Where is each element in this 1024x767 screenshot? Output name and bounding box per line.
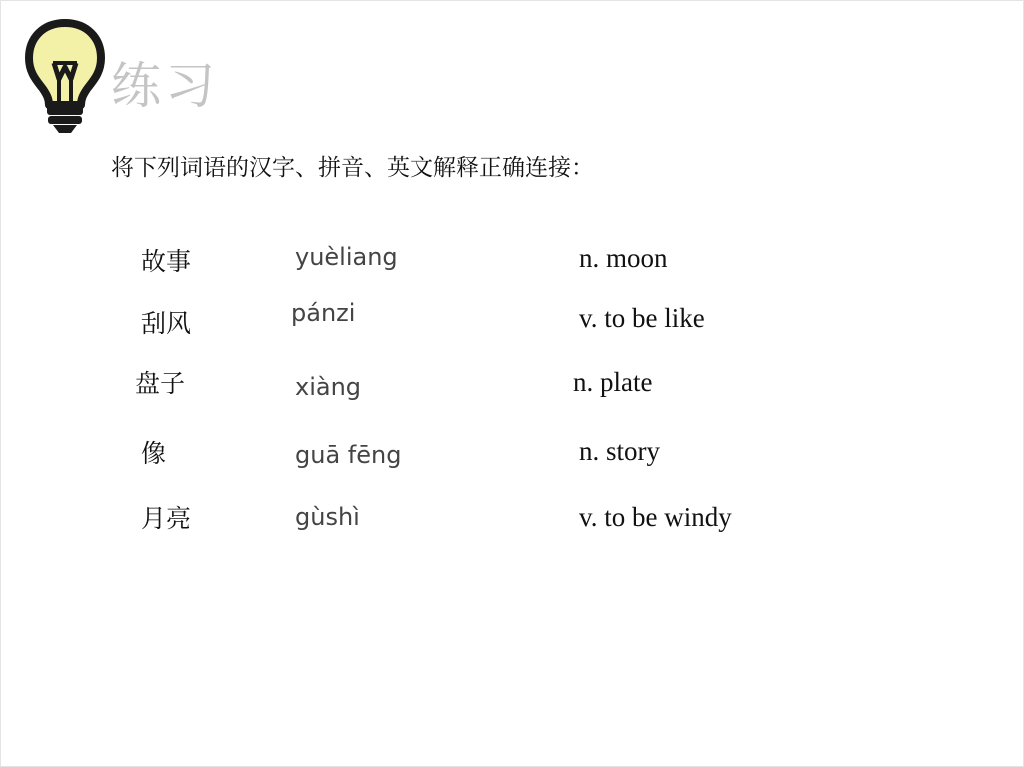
english-item: n. moon <box>579 243 668 273</box>
pinyin-item: guā fēng <box>295 441 402 469</box>
english-item: v. to be windy <box>579 502 732 532</box>
pinyin-item: gùshì <box>295 503 360 531</box>
character-item: 像 <box>141 439 167 468</box>
english-item: v. to be like <box>579 303 705 333</box>
pinyin-item: yuèliang <box>295 243 398 271</box>
lightbulb-icon <box>23 17 107 135</box>
character-item: 月亮 <box>141 504 192 533</box>
character-item: 盘子 <box>135 369 186 398</box>
instruction-text: 将下列词语的汉字、拼音、英文解释正确连接： <box>111 155 594 181</box>
character-item: 故事 <box>141 247 192 276</box>
pinyin-item: pánzi <box>291 299 356 327</box>
english-item: n. plate <box>573 367 653 397</box>
character-item: 刮风 <box>141 309 192 338</box>
pinyin-item: xiàng <box>295 373 362 401</box>
english-item: n. story <box>579 436 660 466</box>
slide-title: 练习 <box>111 57 219 115</box>
